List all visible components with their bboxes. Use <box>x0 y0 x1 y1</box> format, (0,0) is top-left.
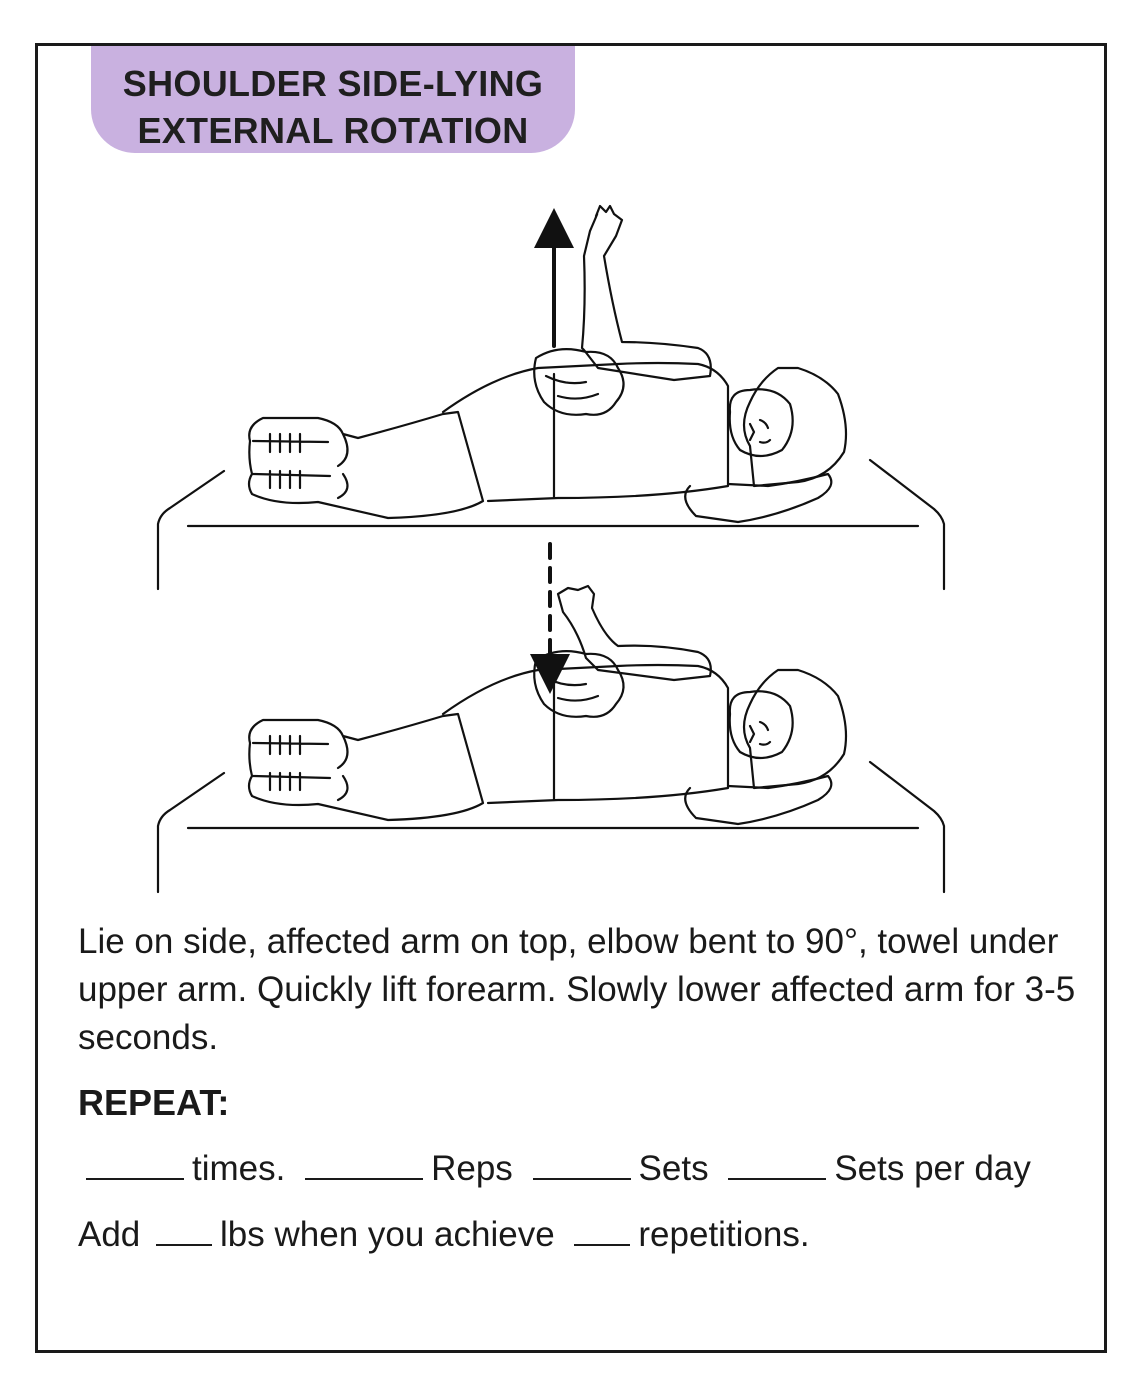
repetitions-label: repetitions. <box>638 1215 810 1254</box>
reps-label: Reps <box>431 1149 513 1188</box>
person-side-lying-arm-raised-icon <box>158 206 944 589</box>
lbs-label: lbs when you achieve <box>220 1215 555 1254</box>
repeat-heading: REPEAT: <box>78 1082 230 1123</box>
sets-label: Sets <box>638 1149 709 1188</box>
add-label: Add <box>78 1215 141 1254</box>
title-line-1: SHOULDER SIDE-LYING <box>122 63 544 104</box>
sets-blank[interactable] <box>533 1148 631 1180</box>
repeat-row <box>78 1147 1031 1191</box>
sets-per-day-blank[interactable] <box>728 1148 826 1180</box>
title-line-2: EXTERNAL ROTATION <box>137 110 529 151</box>
reps-blank[interactable] <box>305 1148 423 1180</box>
sets-per-day-label: Sets per day <box>834 1149 1031 1188</box>
exercise-card <box>35 43 1107 1353</box>
repetitions-blank[interactable] <box>574 1214 630 1246</box>
lbs-blank[interactable] <box>156 1214 212 1246</box>
times-blank[interactable] <box>86 1148 184 1180</box>
instructions-text: Lie on side, affected arm on top, elbow bent to 90°, towel under upper arm. Quickly lift forearm. Slowly lower affected arm for 3-5 seconds. <box>78 922 1076 1057</box>
person-side-lying-arm-lowered-icon <box>158 544 944 892</box>
add-weight-row <box>78 1213 810 1257</box>
exercise-illustration <box>38 46 1110 916</box>
times-label: times. <box>192 1149 286 1188</box>
